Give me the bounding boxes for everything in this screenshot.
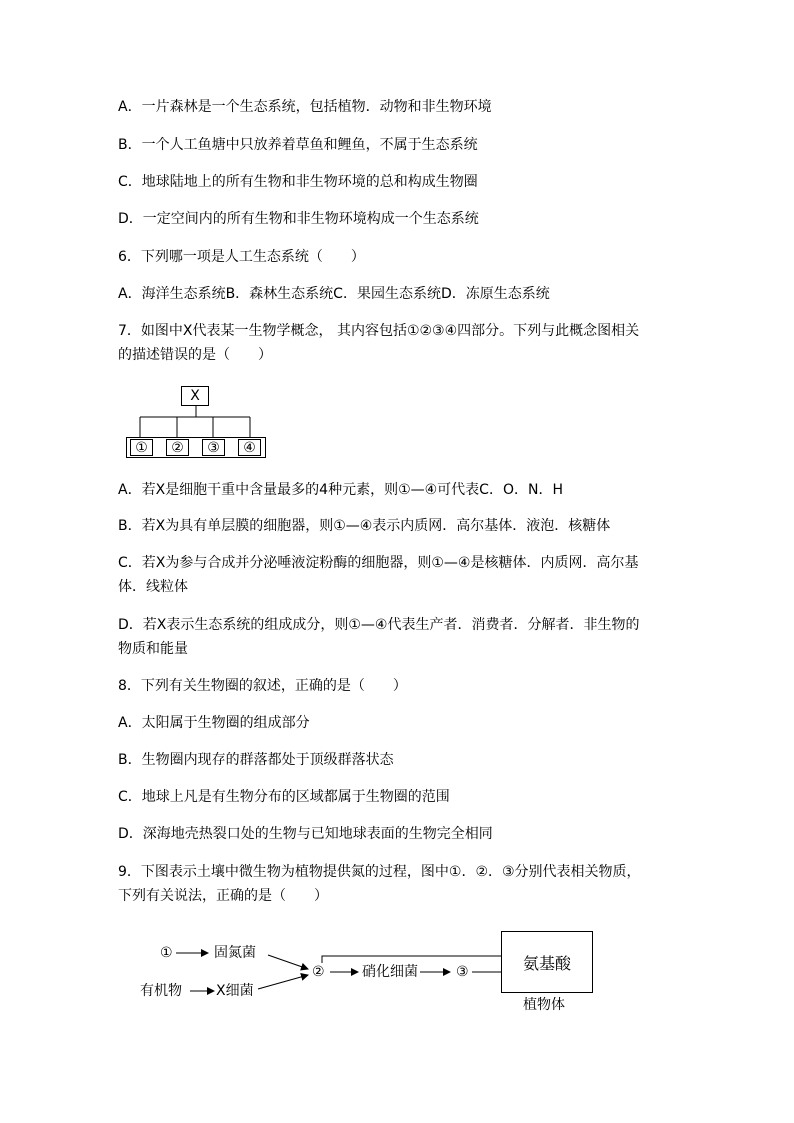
q7-stem-line2: 的描述错误的是（ ） <box>118 347 272 363</box>
q5-option-a: A．一片森林是一个生态系统，包括植物．动物和非生物环境 <box>118 99 492 115</box>
q7-child-1: ① <box>130 439 153 456</box>
q7-option-c-line1: C．若X为参与合成并分泌唾液淀粉酶的细胞器，则①—④是核糖体．内质网．高尔基 <box>118 555 639 571</box>
q9-nitrogen-diagram <box>130 925 600 1020</box>
q8-option-d: D．深海地壳热裂口处的生物与已知地球表面的生物完全相同 <box>118 826 493 842</box>
q7-option-c-line2: 体．线粒体 <box>118 579 188 595</box>
q7-child-4: ④ <box>238 439 261 456</box>
q8-option-c: C．地球上凡是有生物分布的区域都属于生物圈的范围 <box>118 789 450 805</box>
q8-stem: 8．下列有关生物圈的叙述，正确的是（ ） <box>118 678 407 694</box>
q8-option-a: A．太阳属于生物圈的组成部分 <box>118 715 310 731</box>
q9-organic-matter: 有机物 <box>140 983 182 999</box>
q5-option-d: D．一定空间内的所有生物和非生物环境构成一个生态系统 <box>118 211 479 227</box>
q9-node-3: ③ <box>456 964 469 980</box>
q9-stem-line1: 9．下图表示土壤中微生物为植物提供氮的过程，图中①．②．③分别代表相关物质， <box>118 864 641 880</box>
q7-option-d-line2: 物质和能量 <box>118 641 188 657</box>
q7-child-3: ③ <box>202 439 225 456</box>
q9-stem-line2: 下列有关说法，正确的是（ ） <box>118 888 328 904</box>
q9-node-1: ① <box>160 945 173 961</box>
q7-option-a: A．若X是细胞干重中含量最多的4种元素，则①—④可代表C．O．N．H <box>118 482 563 498</box>
q9-node-2: ② <box>312 964 325 980</box>
q5-option-c: C．地球陆地上的所有生物和非生物环境的总和构成生物圈 <box>118 174 478 190</box>
q6-stem: 6．下列哪一项是人工生态系统（ ） <box>118 249 365 265</box>
q5-option-b: B．一个人工鱼塘中只放养着草鱼和鲤鱼，不属于生态系统 <box>118 137 478 153</box>
q7-option-d-line1: D．若X表示生态系统的组成成分，则①—④代表生产者．消费者．分解者．非生物的 <box>118 617 640 633</box>
q9-plant-label: 植物体 <box>523 997 565 1013</box>
q7-option-b: B．若X为具有单层膜的细胞器，则①—④表示内质网．高尔基体．液泡．核糖体 <box>118 518 611 534</box>
q8-option-b: B．生物圈内现存的群落都处于顶级群落状态 <box>118 752 394 768</box>
q9-nitrifying-bacteria: 硝化细菌 <box>362 964 418 980</box>
q9-plant-box <box>501 931 593 993</box>
q7-concept-diagram <box>124 384 268 460</box>
q7-child-2: ② <box>166 439 189 456</box>
q9-x-bacteria: X细菌 <box>216 983 254 999</box>
q9-nitrogen-fixing-bacteria: 固氮菌 <box>214 945 256 961</box>
q6-options: A．海洋生态系统B．森林生态系统C．果园生态系统D．冻原生态系统 <box>118 286 550 302</box>
q7-root-x: X <box>181 386 209 406</box>
q7-stem-line1: 7．如图中X代表某一生物学概念， 其内容包括①②③④四部分。下列与此概念图相关 <box>118 323 640 339</box>
q9-amino-acid: 氨基酸 <box>522 953 571 973</box>
